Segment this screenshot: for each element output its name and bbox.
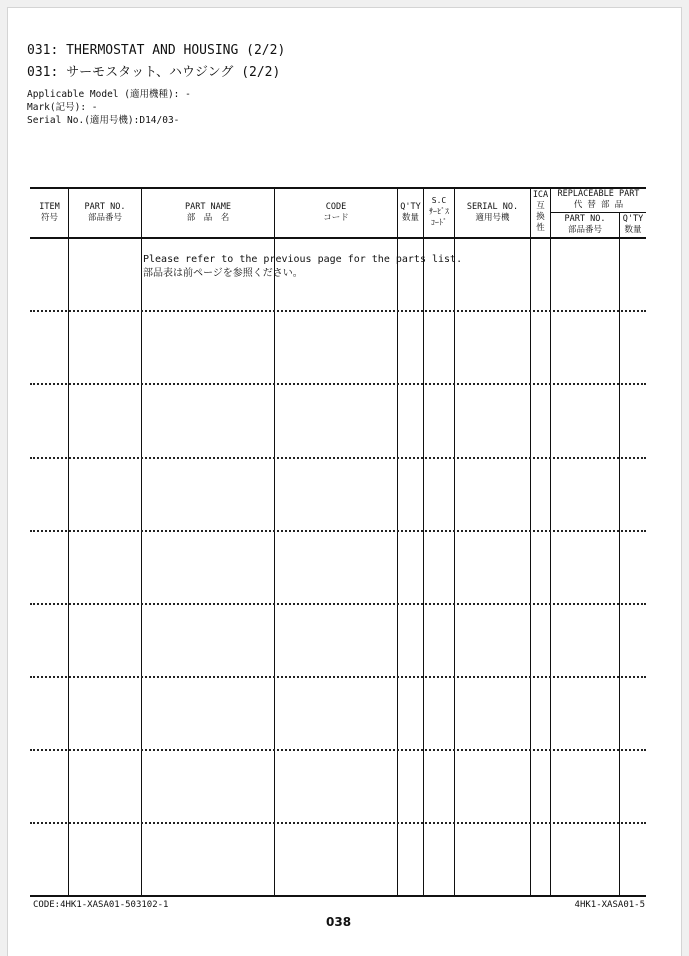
column-divider	[550, 188, 551, 896]
header-item-jp: 符号	[40, 213, 58, 223]
header-part-name	[142, 202, 274, 224]
row-separator	[30, 530, 646, 532]
footer-code: CODE:4HK1-XASA01-503102-1	[33, 900, 169, 910]
header-code-en: CODE	[325, 202, 347, 212]
header-rep-qty-jp: 数量	[624, 225, 642, 235]
row-separator	[30, 457, 646, 459]
column-divider	[68, 188, 69, 896]
header-part-no-en: PART NO.	[84, 202, 126, 212]
header-rep-part-no	[551, 214, 619, 236]
column-divider	[530, 188, 531, 896]
header-part-name-en: PART NAME	[184, 202, 232, 212]
header-rep-part-no-en: PART NO.	[564, 214, 606, 224]
header-qty-jp: 数量	[401, 213, 419, 223]
row-separator	[30, 603, 646, 605]
reference-note	[143, 253, 462, 281]
applicable-model: Applicable Model (適用機種): -	[27, 89, 191, 100]
page-title-english: 031: THERMOSTAT AND HOUSING (2/2)	[27, 43, 286, 58]
column-divider	[423, 188, 424, 896]
header-replaceable-part	[551, 189, 646, 211]
header-serial-no-jp: 適用号機	[475, 213, 510, 223]
header-ica	[531, 190, 550, 234]
reference-note-en: Please refer to the previous page for the parts list.	[143, 254, 463, 265]
header-item-en: ITEM	[39, 202, 60, 212]
header-code-jp: コード	[323, 213, 349, 223]
header-part-name-jp: 部 品 名	[186, 213, 230, 223]
header-rep-part-no-jp: 部品番号	[567, 225, 602, 235]
footer-doc-id: 4HK1-XASA01-5	[574, 900, 645, 910]
reference-note-jp: 部品表は前ページを参照ください。	[143, 268, 303, 279]
header-ica-2: 互	[536, 201, 545, 211]
header-sc-2: ｻｰﾋﾞｽ	[429, 207, 449, 216]
header-rep-qty-en: Q'TY	[622, 214, 644, 224]
row-separator	[30, 676, 646, 678]
column-divider	[454, 188, 455, 896]
header-serial-no-en: SERIAL NO.	[466, 202, 519, 212]
header-ica-1: ICA	[532, 190, 549, 200]
row-separator	[30, 383, 646, 385]
header-replaceable-en: REPLACEABLE PART	[557, 189, 640, 199]
header-item	[31, 202, 68, 224]
header-rep-qty	[620, 214, 646, 236]
table-bottom-rule	[30, 895, 646, 897]
header-qty	[398, 202, 423, 224]
mark: Mark(記号): -	[27, 102, 98, 113]
header-ica-3: 換	[536, 212, 545, 222]
serial-number: Serial No.(適用号機):D14/03-	[27, 115, 180, 126]
header-sc-3: ｺｰﾄﾞ	[431, 218, 447, 227]
header-sc-1: S.C	[431, 196, 447, 205]
column-divider	[141, 188, 142, 896]
page-title-japanese: 031: サーモスタット、ハウジング (2/2)	[27, 65, 281, 80]
column-divider	[274, 188, 275, 896]
header-service-code	[424, 195, 454, 228]
row-separator	[30, 749, 646, 751]
document-page	[7, 7, 682, 956]
header-replaceable-jp: 代 替 部 品	[573, 200, 624, 210]
table-header-rule	[30, 237, 646, 239]
header-code	[275, 202, 397, 224]
page-number: 038	[326, 915, 352, 929]
header-part-no-jp: 部品番号	[87, 213, 122, 223]
header-part-no	[69, 202, 141, 224]
row-separator	[30, 822, 646, 824]
header-serial-no	[455, 202, 530, 224]
header-qty-en: Q'TY	[400, 202, 421, 212]
header-ica-4: 性	[536, 223, 545, 233]
column-divider	[397, 188, 398, 896]
replaceable-subheader-rule	[550, 212, 646, 213]
row-separator	[30, 310, 646, 312]
column-divider	[619, 212, 620, 896]
